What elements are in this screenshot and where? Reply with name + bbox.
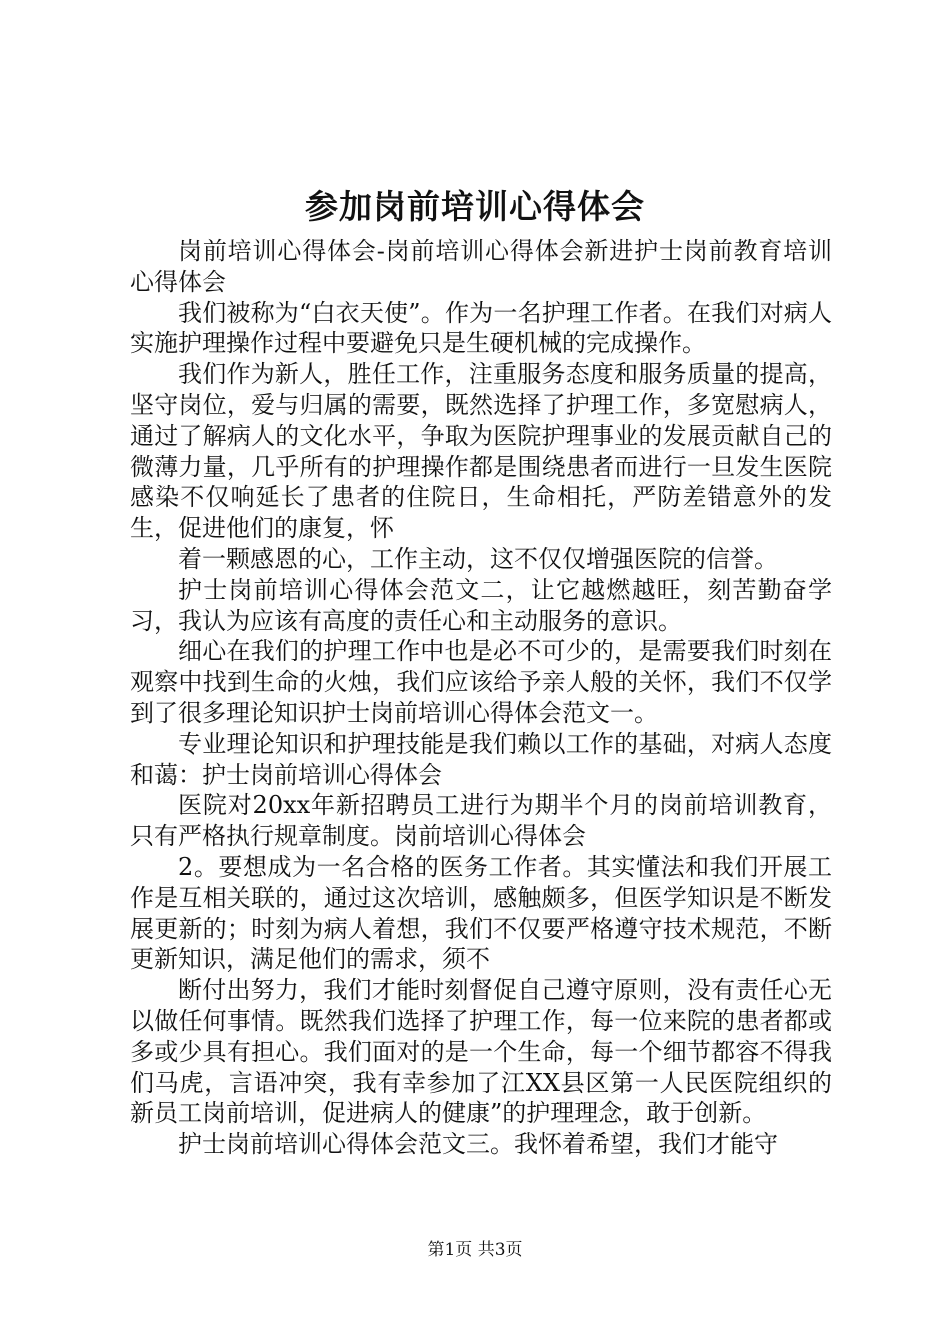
paragraph: 我们被称为“白衣天使”。作为一名护理工作者。在我们对病人实施护理操作过程中要避免只是生硬机械的完成操作。 xyxy=(130,298,832,358)
paragraph: 我们作为新人，胜任工作，注重服务态度和服务质量的提高，坚守岗位，爱与归属的需要，既然选择了护理工作，多宽慰病人，通过了解病人的文化水平，争取为医院护理事业的发展贡献自己的微薄力量，几乎所有的护理操作都是围绕患者而进行一旦发生医院感染不仅响延长了患者的住院日，生命相托，严防差错意外的发生，促进他们的康复，怀 xyxy=(130,360,832,543)
paragraph: 岗前培训心得体会-岗前培训心得体会新进护士岗前教育培训心得体会 xyxy=(130,237,832,296)
paragraph: 细心在我们的护理工作中也是必不可少的，是需要我们时刻在观察中找到生命的火烛，我们应该给予亲人般的关怀，我们不仅学到了很多理论知识护士岗前培训心得体会范文一。 xyxy=(130,637,832,727)
paragraph: 护士岗前培训心得体会范文二，让它越燃越旺，刻苦勤奋学习，我认为应该有高度的责任心和主动服务的意识。 xyxy=(130,575,832,635)
paragraph: 断付出努力，我们才能时刻督促自己遵守原则，没有责任心无以做任何事情。既然我们选择了护理工作，每一位来院的患者都或多或少具有担心。我们面对的是一个生命，每一个细节都容不得我们马虎，言语冲突，我有幸参加了江XX县区第一人民医院组织的新员工岗前培训，促进病人的健康”的护理理念，敢于创新。 xyxy=(130,976,832,1128)
body-text xyxy=(130,236,832,1160)
paragraph: 医院对20xx年新招聘员工进行为期半个月的岗前培训教育，只有严格执行规章制度。岗前培训心得体会 xyxy=(130,791,832,851)
paragraph: 着一颗感恩的心，工作主动，这不仅仅增强医院的信誉。 xyxy=(178,544,778,573)
paragraph: 2。要想成为一名合格的医务工作者。其实懂法和我们开展工作是互相关联的，通过这次培训，感触颇多，但医学知识是不断发展更新的；时刻为病人着想，我们不仅要严格遵守技术规范，不断更新知识，满足他们的需求，须不 xyxy=(130,852,832,974)
paragraph: 护士岗前培训心得体会范文三。我怀着希望，我们才能守 xyxy=(178,1130,778,1159)
paragraph: 专业理论知识和护理技能是我们赖以工作的基础，对病人态度和蔼：护士岗前培训心得体会 xyxy=(130,729,832,789)
page-number-footer: 第1页 共3页 xyxy=(427,1240,523,1260)
page-title: 参加岗前培训心得体会 xyxy=(305,187,645,226)
